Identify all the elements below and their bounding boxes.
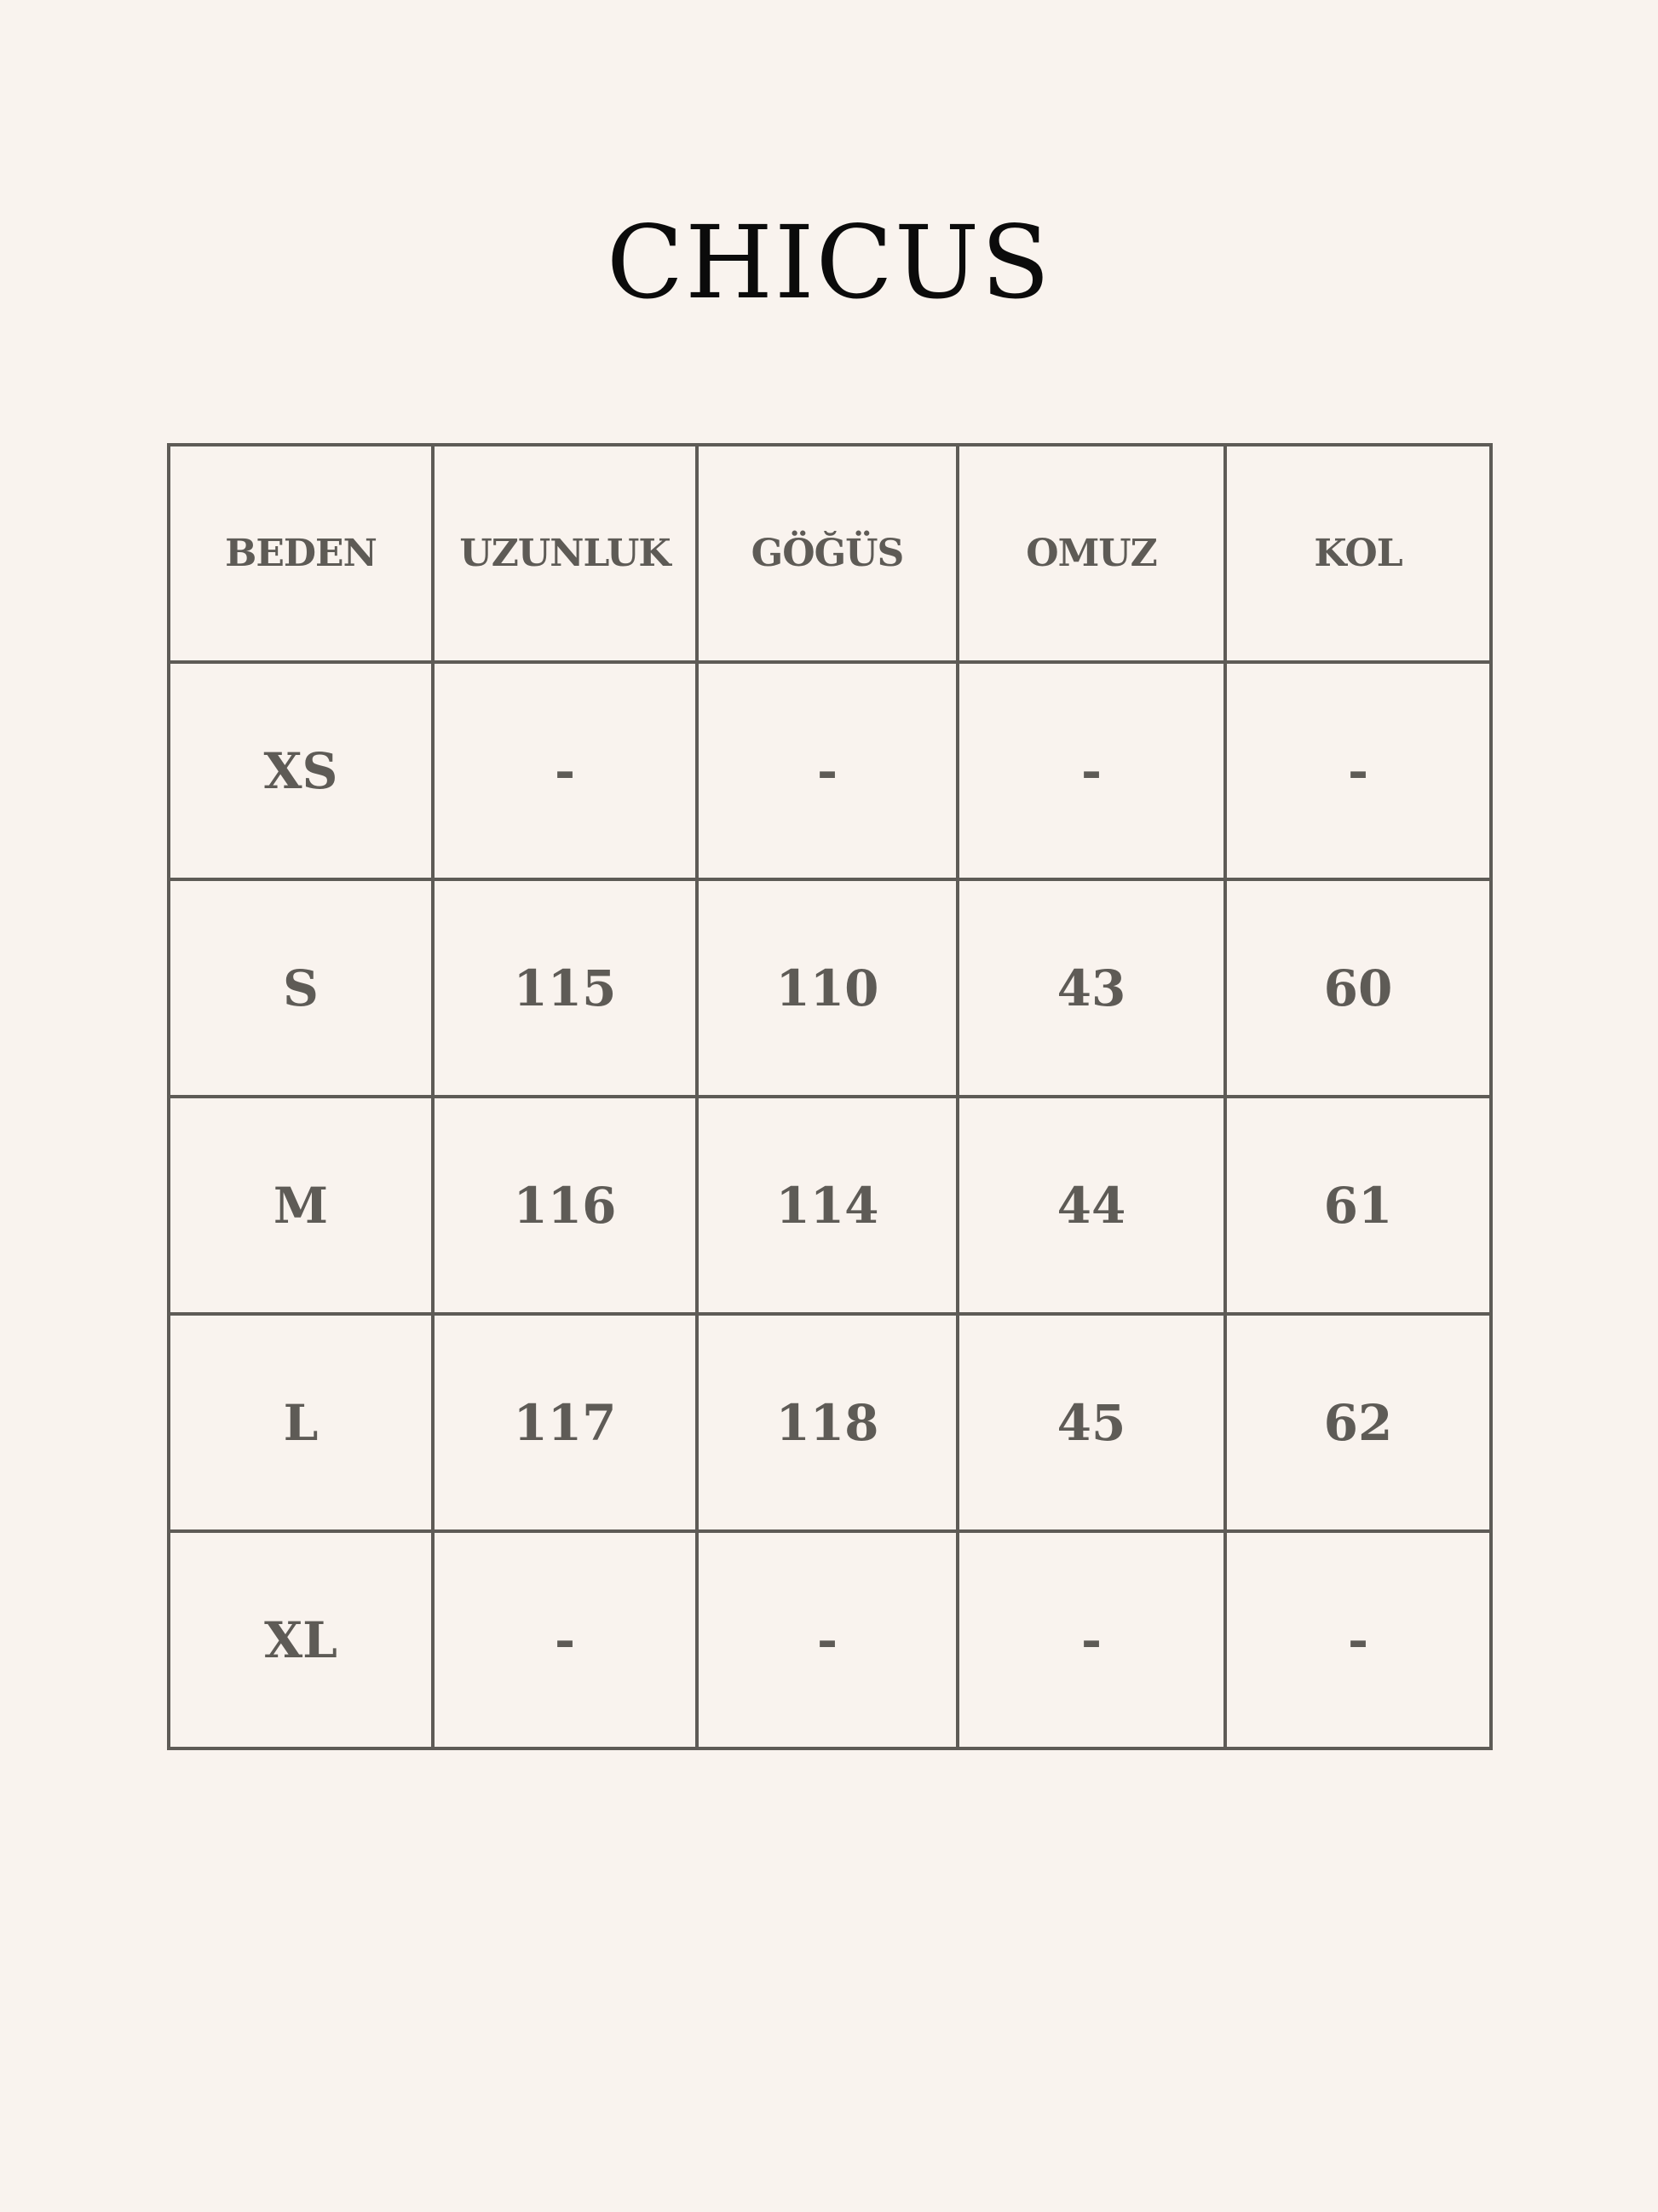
size-cell: L [169,1314,433,1531]
size-chart-table [167,443,1493,1750]
kol-cell: 62 [1225,1314,1491,1531]
header-cell-beden: BEDEN [169,445,433,662]
omuz-cell: 44 [958,1097,1225,1314]
omuz-cell: 43 [958,879,1225,1097]
kol-cell: - [1225,1531,1491,1748]
gogus-cell: - [697,1531,958,1748]
size-cell: XS [169,662,433,879]
gogus-cell: 118 [697,1314,958,1531]
table-row [169,879,1491,1097]
kol-cell: 61 [1225,1097,1491,1314]
table-row [169,1314,1491,1531]
table-row [169,1097,1491,1314]
gogus-cell: 114 [697,1097,958,1314]
kol-cell: 60 [1225,879,1491,1097]
omuz-cell: - [958,662,1225,879]
size-cell: S [169,879,433,1097]
uzunluk-cell: - [433,1531,697,1748]
uzunluk-cell: 115 [433,879,697,1097]
header-cell-gogus: GÖĞÜS [697,445,958,662]
size-cell: XL [169,1531,433,1748]
uzunluk-cell: 116 [433,1097,697,1314]
omuz-cell: 45 [958,1314,1225,1531]
uzunluk-cell: - [433,662,697,879]
size-cell: M [169,1097,433,1314]
brand-title: CHICUS [606,204,1052,321]
gogus-cell: - [697,662,958,879]
header-cell-uzunluk: UZUNLUK [433,445,697,662]
table-row [169,662,1491,879]
uzunluk-cell: 117 [433,1314,697,1531]
header-row [169,445,1491,662]
kol-cell: - [1225,662,1491,879]
omuz-cell: - [958,1531,1225,1748]
header-cell-kol: KOL [1225,445,1491,662]
table-row [169,1531,1491,1748]
gogus-cell: 110 [697,879,958,1097]
header-cell-omuz: OMUZ [958,445,1225,662]
